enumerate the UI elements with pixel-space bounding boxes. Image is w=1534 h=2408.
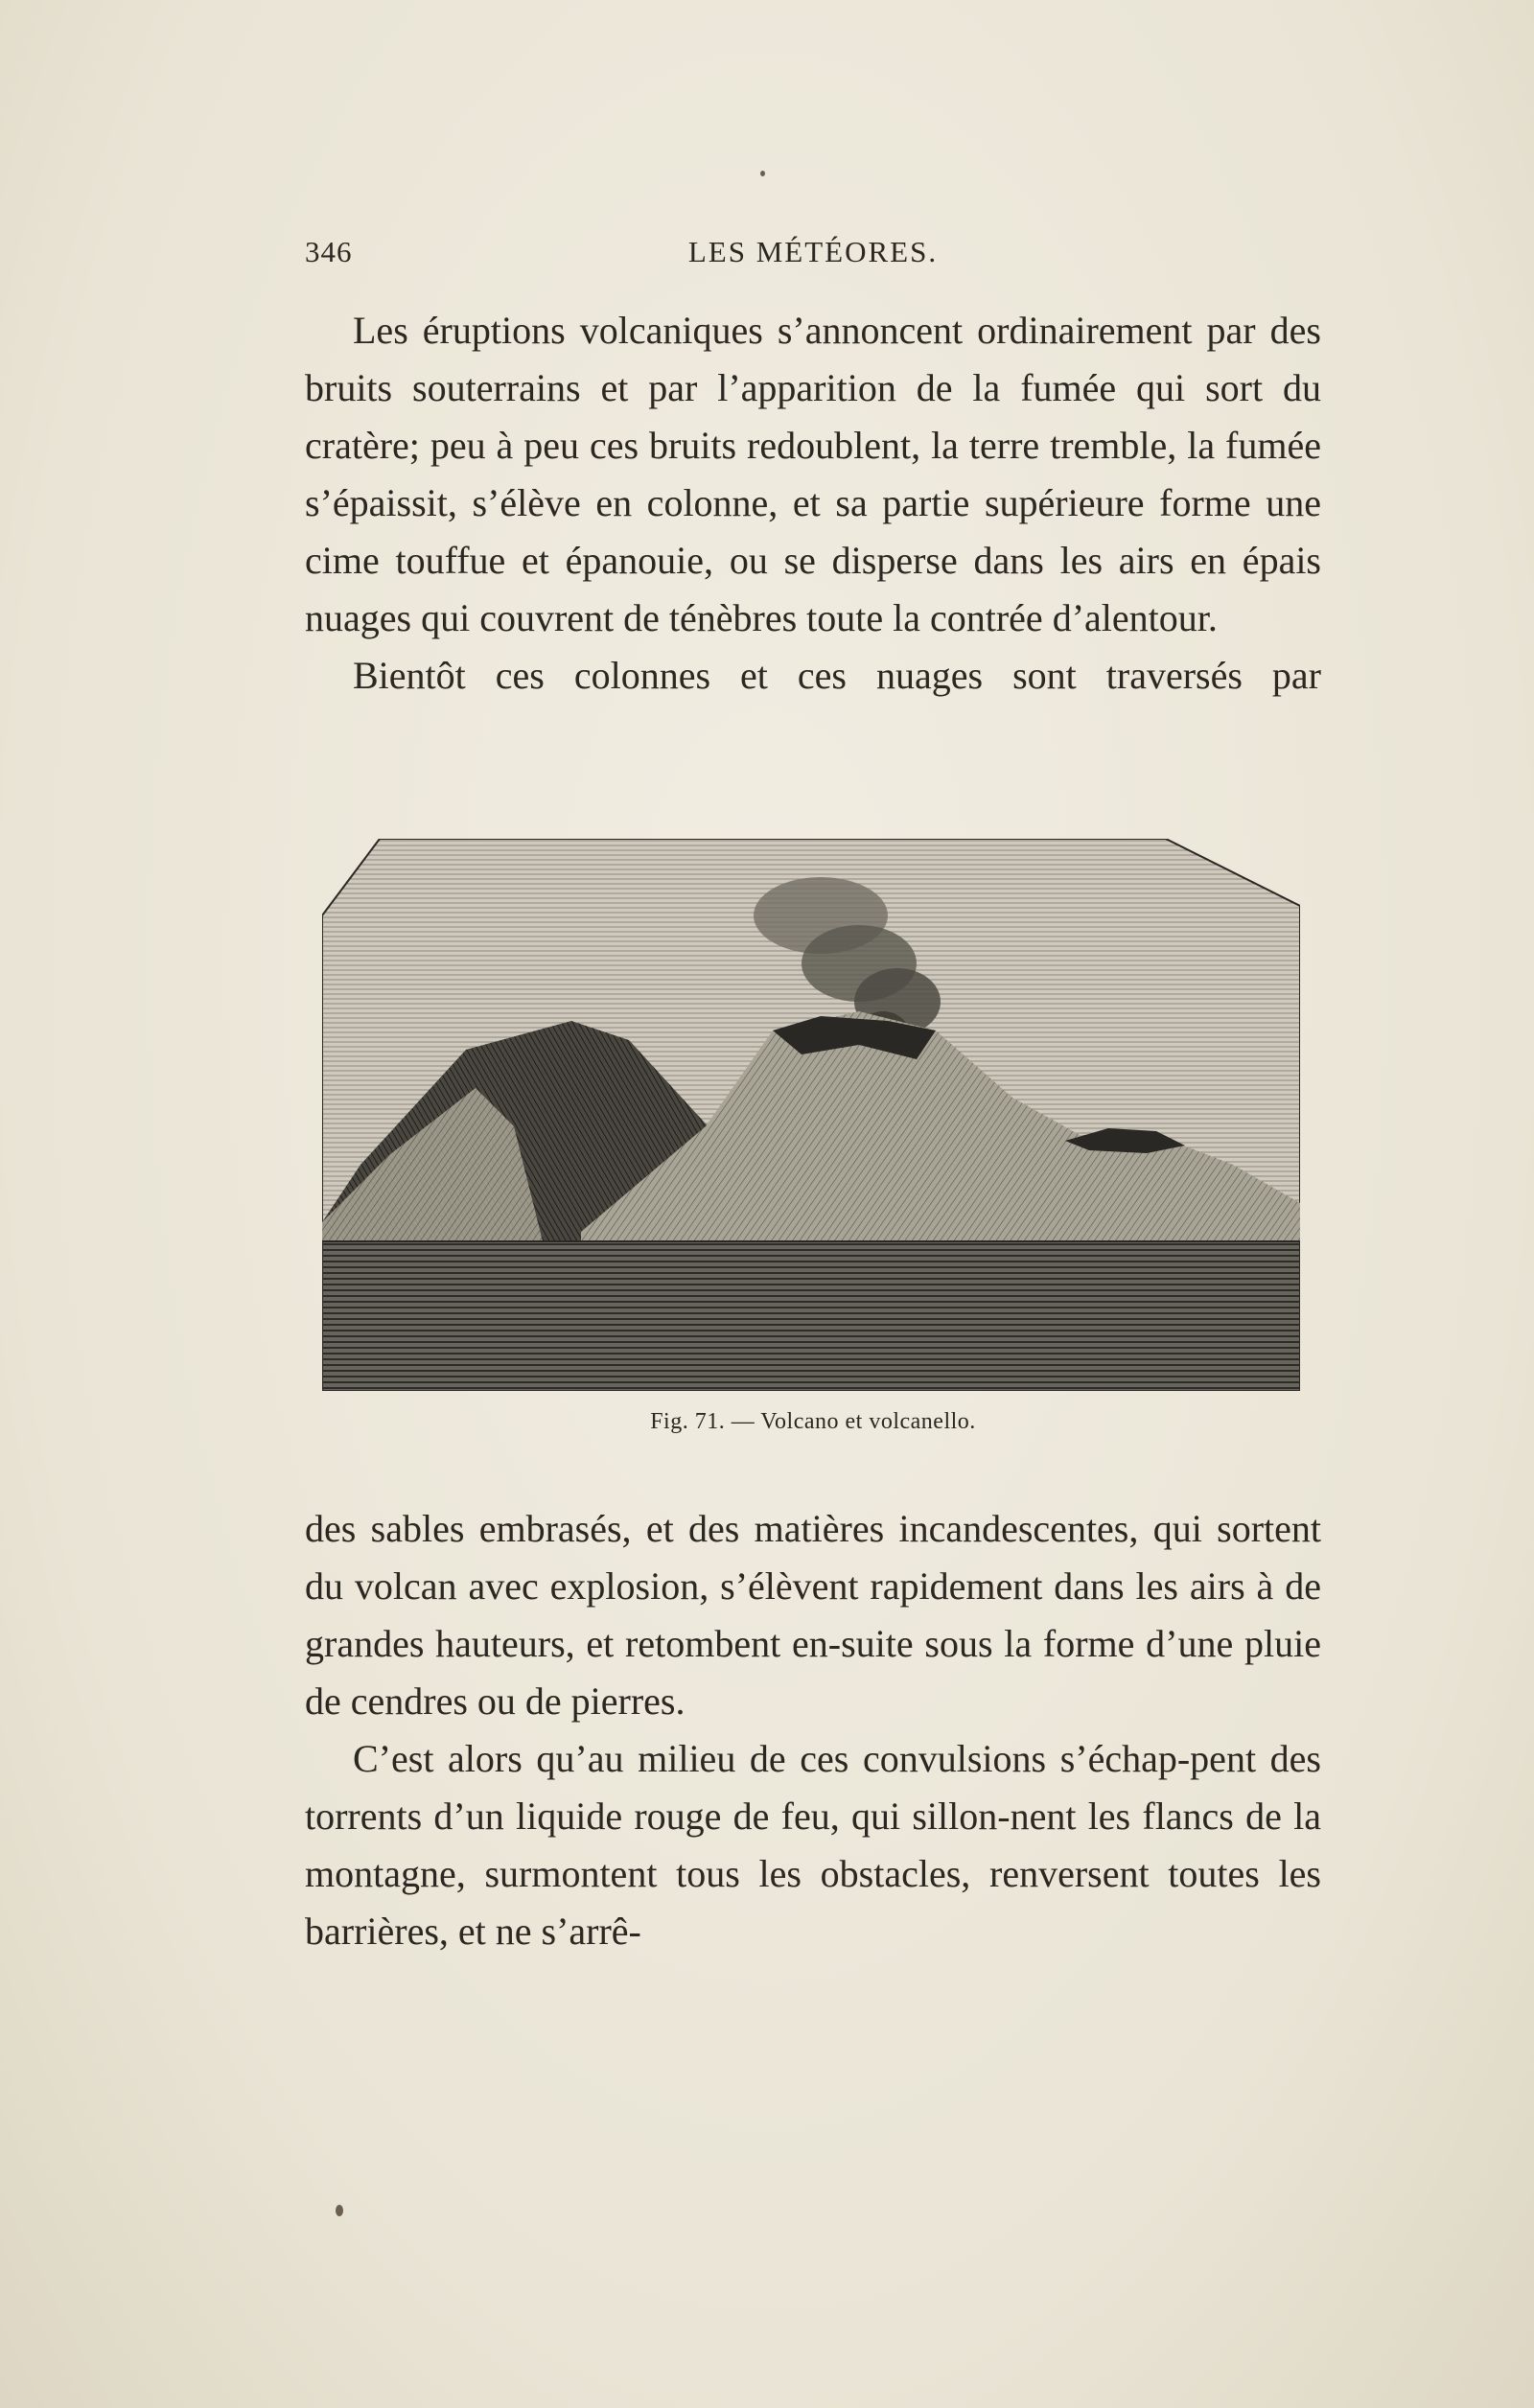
- paper-speck: [760, 171, 765, 176]
- paragraph-eruption-signs: Les éruptions volcaniques s’annoncent ordinairement par des bruits souterrains et par l’apparition de la fumée qui sort du cratère; peu à peu ces bruits redoublent, la terre tremble, la fumée s’épaissit, s’élève en colonne, et sa partie supérieure forme une cime touffue et épanouie, ou se disperse dans les airs en épais nuages qui couvrent de ténèbres toute la contrée d’alentour.: [305, 309, 1321, 639]
- paragraph-columns-continued: Bientôt ces colonnes et ces nuages sont traversés par: [353, 654, 1321, 697]
- paragraph-lava-torrents: C’est alors qu’au milieu de ces convulsions s’échap-pent des torrents d’un liquide rouge de feu, qui sillon-nent les flancs de la montagne, surmontent tous les obstacles, renversent toutes les barrières, et ne s’arrê-: [305, 1737, 1321, 1953]
- volcano-engraving: [322, 839, 1300, 1391]
- text-block-bottom: [305, 1500, 1321, 1960]
- running-head: [305, 235, 1321, 277]
- page-number: 346: [305, 235, 353, 268]
- running-title: LES MÉTÉORES.: [687, 235, 939, 268]
- text-block-top: [305, 302, 1321, 705]
- paragraph-incandescent-matter: des sables embrasés, et des matières incandescentes, qui sortent du volcan avec explosion, s’élèvent rapidement dans les airs à de grandes hauteurs, et retombent en-suite sous la forme d’une pluie de cendres ou de pierres.: [305, 1507, 1321, 1723]
- caption-label: Fig. 71.: [650, 1409, 726, 1434]
- volcano-illustration: [322, 839, 1300, 1391]
- paper-speck: [336, 2205, 343, 2216]
- caption-text: — Volcano et volcanello.: [731, 1409, 976, 1434]
- figure-caption: [305, 1409, 1321, 1435]
